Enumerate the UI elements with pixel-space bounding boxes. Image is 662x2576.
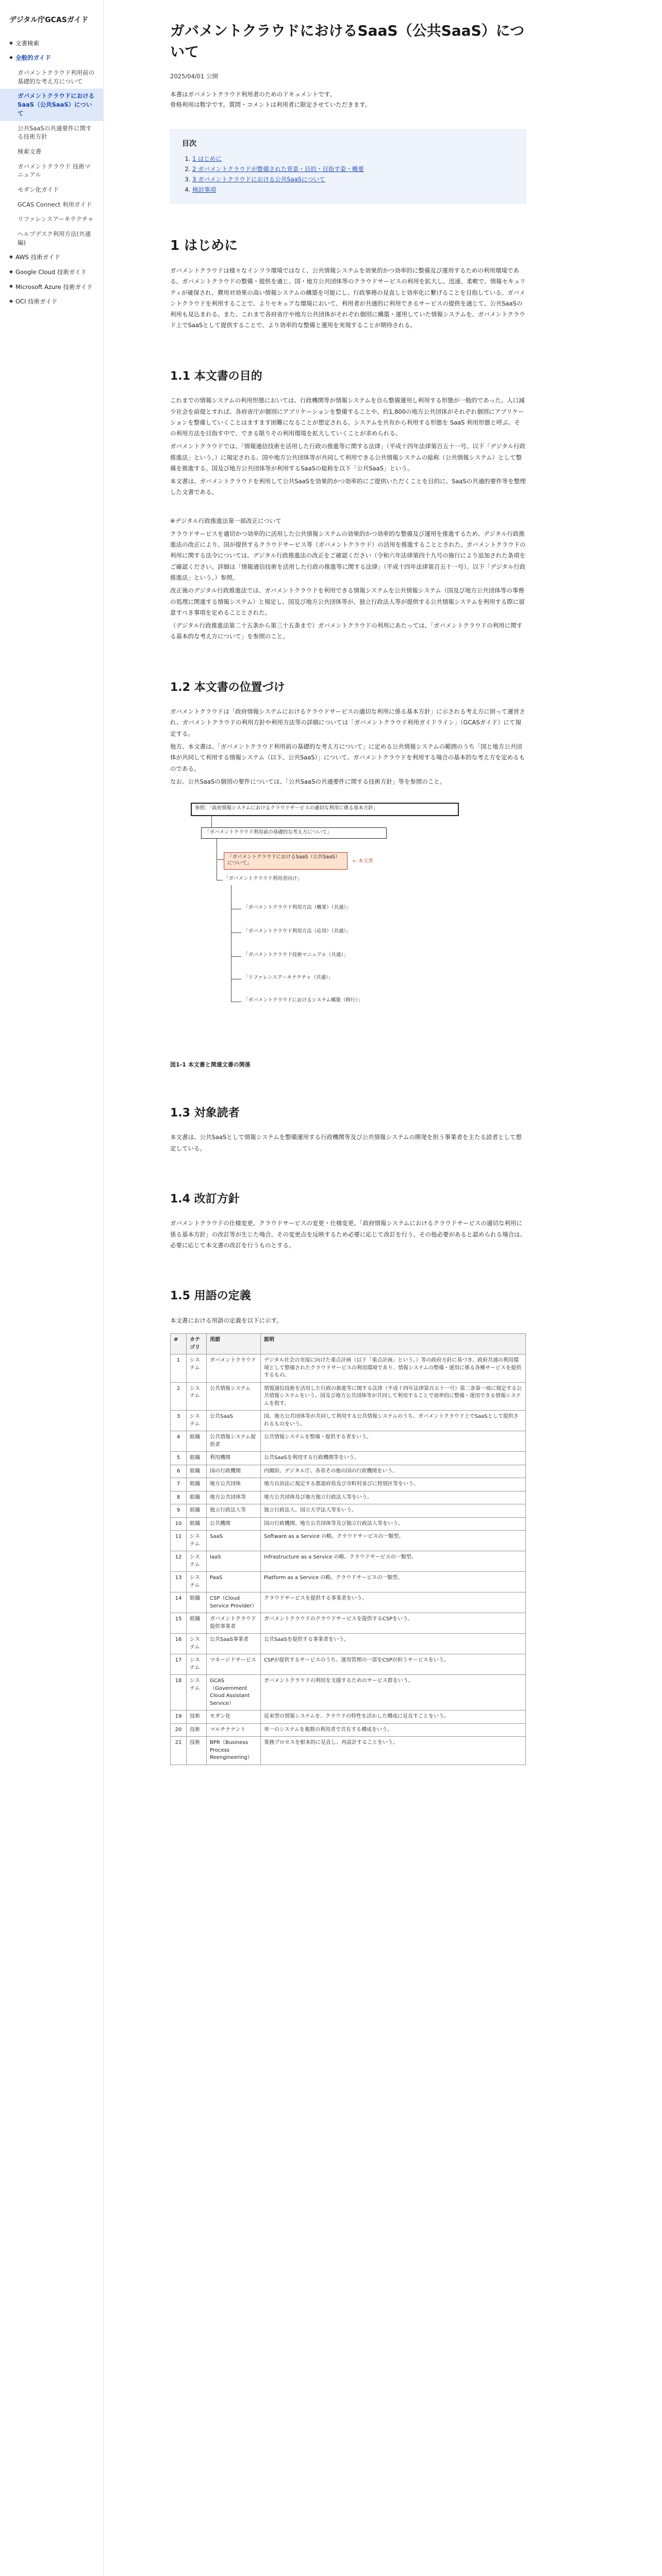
diagram-note-this-document: ← 本文書 <box>353 858 373 865</box>
sidebar-item-oci[interactable] <box>0 294 103 309</box>
diagram-node-users: 「ガバメントクラウド利用者向け」 <box>224 876 302 882</box>
row-description: 国、地方公共団体等が共同して利用する公共情報システムのうち、ガバメントクラウド上でSaaSとして提供されるものをいう。 <box>261 1411 526 1431</box>
table-row <box>171 1710 526 1724</box>
table-row <box>171 1354 526 1383</box>
row-category: 組織 <box>187 1452 207 1465</box>
diagram-box-this-document: 「ガバメントクラウドにおけるSaaS（公共SaaS）について」 <box>224 852 347 870</box>
caret-right-icon: ◆ <box>9 284 13 290</box>
diagram-box-basic-concepts: 「ガバメントクラウド利用前の基礎的な考え方について」 <box>201 827 387 839</box>
page-title: ガバメントクラウドにおけるSaaS（公共SaaS）について <box>170 22 525 60</box>
column-header: カテゴリ <box>187 1334 207 1354</box>
row-category: システム <box>187 1354 207 1383</box>
row-number: 7 <box>171 1478 187 1492</box>
table-row <box>171 1737 526 1765</box>
row-description: 公共SaaSを利用する行政機関等をいう。 <box>261 1452 526 1465</box>
sidebar-item-label: ガバメントクラウドにおけるSaaS（公共SaaS）について <box>18 92 95 117</box>
row-category: システム <box>187 1551 207 1572</box>
table-row <box>171 1531 526 1551</box>
diagram-node-child: 「リファレンスアーキテクチャ（共通）」 <box>243 975 334 981</box>
paragraph: ガバメントクラウドの仕様変更、クラウドサービスの変更・仕様変更、「政府情報システムにおけるクラウドサービスの適切な利用に係る基本方針」の改訂等が生じた場合、その変更点を反映するため必要に応じて改訂を行う。その他必要があると認められる場合は、必要に応じて本文書の改訂を行うものとする。 <box>170 1219 526 1249</box>
sidebar-item-label: Google Cloud 技術ガイド <box>15 268 87 276</box>
row-category: 組織 <box>187 1465 207 1478</box>
paragraph: ※デジタル行政推進法第一部改正について <box>170 517 282 524</box>
row-term: 利用機関 <box>207 1452 261 1465</box>
row-description: デジタル社会の実現に向けた重点計画（以下「重点計画」という。）等の政府方針に基づき、政府共通の利用環境として整備されたクラウドサービスの利用環境であり、情報システムの整備・運用に係る各種サービスを提供するもの。 <box>261 1354 526 1383</box>
intro-line: 骨格利用は数字です。質問・コメントは利用者に限定させていただきます。 <box>170 100 371 108</box>
table-row <box>171 1517 526 1531</box>
paragraph: 他方、本文書は、「ガバメントクラウド利用前の基礎的な考え方について」に定める公共情報システムの範囲のうち「国と地方公共団体が共同して利用する情報システム（以下、公共SaaS）」について、ガバメントクラウドを利用する場合の基本的な考え方を定めるものである。 <box>170 742 525 772</box>
table-row <box>171 1572 526 1592</box>
diagram-node-child: 「ガバメントクラウド技術マニュアル（共通）」 <box>243 952 349 958</box>
row-number: 20 <box>171 1723 187 1737</box>
definitions-table <box>170 1333 526 1765</box>
diagram-node-child: 「ガバメントクラウド利用方法（応用）（共通）」 <box>243 928 351 935</box>
paragraph: これまでの情報システムの利用形態においては、行政機関等が情報システムを自ら整備運用し利用する形態が一般的であった。人口減少社会を前提とすれば、各府省庁が個別にアプリケーションを整備することや、約1,800の地方公共団体がそれぞれ個別にアプリケーションを整備していくことはますます困難になることが想定される。システムを共有から利用する形態を SaaS 利用形態と呼ぶ。その利用方法を目指す中で、できる限りその利用環境を拡大していくことが求められる。 <box>170 397 525 437</box>
toc-link[interactable]: 2 ガバメントクラウドが整備された背景・目的・目指す姿・概要 <box>192 165 364 173</box>
row-number: 19 <box>171 1710 187 1724</box>
toc-list <box>182 154 514 195</box>
table-header-row <box>171 1334 526 1354</box>
table-row <box>171 1491 526 1504</box>
row-number: 12 <box>171 1551 187 1572</box>
sidebar-item-label: ガバメントクラウド利用前の基礎的な考え方について <box>18 69 95 85</box>
row-number: 5 <box>171 1452 187 1465</box>
sidebar-title[interactable]: デジタル庁GCASガイド <box>9 16 89 24</box>
sidebar-item-basic-concepts[interactable] <box>0 65 103 89</box>
row-description: 国の行政機関、地方公共団体等及び独立行政法人等をいう。 <box>261 1517 526 1531</box>
sidebar-item-public-saas[interactable] <box>0 89 103 121</box>
row-description: 独立行政法人、国立大学法人等をいう。 <box>261 1504 526 1518</box>
section-heading: 1.5 用語の定義 <box>170 1290 251 1303</box>
row-term: ガバメントクラウド提供事業者 <box>207 1613 261 1634</box>
table-row <box>171 1382 526 1411</box>
paragraph: ガバメントクラウドは様々なインフラ環境ではなく、公共情報システムを効果的かつ効率的に整備及び運用するための利用環境である。ガバメントクラウドの整備・提供を通じ、国・地方公共団体等のクラウドサービスの利用を拡大し、迅速、柔軟で、情報セキュリティが確保され、費用対効果の高い情報システムの構築を可能にし、行政事務の見直しと効率化に繋げることを目指している。ガバメントクラウドを利用することで、よりセキュアな環境において、利用者が共通的に利用できるサービスの提供を通じて、公共SaaSの利用も見込まれる。また、これまで各府省庁や地方公共団体がそれぞれ個別に構築・運用していた情報システムを、ガバメントクラウド上でSaaSとして提供することで、より効率的な整備と運用を実現することが期待される。 <box>170 267 526 329</box>
column-header: 用語 <box>207 1334 261 1354</box>
sidebar-item-modernization[interactable] <box>0 182 103 197</box>
row-number: 21 <box>171 1737 187 1765</box>
sidebar-item-general-guide[interactable] <box>0 50 103 65</box>
caret-right-icon: ◆ <box>9 299 13 304</box>
caret-right-icon: ◆ <box>9 40 13 46</box>
row-category: 技術 <box>187 1737 207 1765</box>
row-term: 公共SaaS <box>207 1411 261 1431</box>
main-content <box>103 0 662 2576</box>
row-term: 地方公共団体 <box>207 1478 261 1492</box>
row-number: 13 <box>171 1572 187 1592</box>
row-category: 技術 <box>187 1710 207 1724</box>
paragraph: ガバメントクラウドは「政府情報システムにおけるクラウドサービスの適切な利用に係る基本方針」に示される考え方に則って運営され、ガバメントクラウドの利用方針や利用方法等の詳細については「ガバメントクラウド利用ガイドライン」（GCASガイド）にて規定する。 <box>170 708 525 737</box>
row-term: マルチテナント <box>207 1723 261 1737</box>
row-number: 6 <box>171 1465 187 1478</box>
sidebar-item-label: 文書検索 <box>15 39 39 47</box>
sidebar-item-label: モダン化ガイド <box>18 185 59 193</box>
row-category: システム <box>187 1572 207 1592</box>
diagram-node-child: 「ガバメントクラウドにおけるシステム構築（移行）」 <box>243 997 363 1004</box>
column-header: 説明 <box>261 1334 526 1354</box>
row-description: CSPが提供するサービスのうち、運用管理の一部をCSPが担うサービスをいう。 <box>261 1654 526 1675</box>
row-category: 組織 <box>187 1592 207 1613</box>
row-term: CSP（Cloud Service Provider） <box>207 1592 261 1613</box>
toc-heading: 目次 <box>182 139 196 148</box>
paragraph: なお、公共SaaSの個別の要件については、「公共SaaSの共通要件に関する技術方針」等を参照のこと。 <box>170 777 446 785</box>
toc-item <box>192 184 514 195</box>
row-term: 国の行政機関 <box>207 1465 261 1478</box>
row-category: システム <box>187 1531 207 1551</box>
table-row <box>171 1675 526 1710</box>
publish-date: 2025/04/01 公開 <box>170 73 218 80</box>
row-term: モダン化 <box>207 1710 261 1724</box>
definitions-table-body <box>171 1354 526 1765</box>
row-term: マネージドサービス <box>207 1654 261 1675</box>
row-description: 情報通信技術を活用した行政の推進等に関する法律（平成十四年法律第百五十一号）第二条第一項に規定する公共情報システムをいう。国及び地方公共団体等が共同して利用することで効率的に整備・運用できる情報システムを指す。 <box>261 1382 526 1411</box>
row-category: 組織 <box>187 1517 207 1531</box>
sidebar-item-label: ガバメントクラウド 技術マニュアル <box>18 162 91 179</box>
row-number: 9 <box>171 1504 187 1518</box>
row-category: システム <box>187 1675 207 1710</box>
paragraph: 本文書は、ガバメントクラウドを利用して公共SaaSを効果的かつ効率的にご提供いただくことを目的に、SaaSの共通的要件等を整理した文書である。 <box>170 478 526 496</box>
table-row <box>171 1431 526 1452</box>
sidebar-item-reference-arch[interactable] <box>0 212 103 227</box>
toc-link[interactable]: 検討事項 <box>192 186 216 194</box>
intro <box>170 89 526 110</box>
section-heading: 1.1 本文書の目的 <box>170 369 262 383</box>
table-row <box>171 1478 526 1492</box>
row-description: ガバメントクラウドのクラウドサービスを提供するCSPをいう。 <box>261 1613 526 1634</box>
sidebar-item-label: OCI 技術ガイド <box>15 298 58 306</box>
sidebar-item-gcas-connect[interactable] <box>0 197 103 212</box>
sidebar-item-label: 公共SaaSの共通要件に関する技術方針 <box>18 124 92 141</box>
row-number: 8 <box>171 1491 187 1504</box>
row-description: 業務プロセスを根本的に見直し、再設計することをいう。 <box>261 1737 526 1765</box>
toc-item <box>192 164 514 174</box>
row-term: 独立行政法人等 <box>207 1504 261 1518</box>
table-row <box>171 1654 526 1675</box>
table-row <box>171 1551 526 1572</box>
table-row <box>171 1504 526 1518</box>
sidebar-item-label: GCAS Connect 利用ガイド <box>18 200 92 208</box>
row-category: システム <box>187 1411 207 1431</box>
row-category: システム <box>187 1634 207 1654</box>
row-category: システム <box>187 1654 207 1675</box>
section-heading: 1 はじめに <box>170 238 238 254</box>
row-description: 地方自治法に規定する都道府県及び市町村並びに特別区等をいう。 <box>261 1478 526 1492</box>
paragraph: 改正後のデジタル行政推進法では、ガバメントクラウドを利用できる情報システムを公共情報システム（国及び地方公共団体等の事務の処理に関連する情報システム）と規定し、国及び地方公共団体等が、独立行政法人等が提供する公共情報システムを利用する際に留意すべき事項を定めることとされた。 <box>170 587 525 616</box>
sidebar-nav <box>0 36 103 309</box>
row-number: 3 <box>171 1411 187 1431</box>
table-row <box>171 1465 526 1478</box>
sidebar-item-label: Microsoft Azure 技術ガイド <box>15 283 93 291</box>
sidebar-item-search[interactable] <box>0 36 103 51</box>
row-description: 地方公共団体及び地方独立行政法人等をいう。 <box>261 1491 526 1504</box>
paragraph: 本文書における用語の定義を以下に示す。 <box>170 1316 283 1324</box>
row-term: ガバメントクラウド <box>207 1354 261 1383</box>
sidebar-item-common-requirements[interactable] <box>0 121 103 144</box>
table-row <box>171 1411 526 1431</box>
section-heading: 1.2 本文書の位置づけ <box>170 681 285 694</box>
row-category: 組織 <box>187 1491 207 1504</box>
row-term: GCAS（Government Cloud Assistant Service） <box>207 1675 261 1710</box>
sidebar-item-aws[interactable] <box>0 250 103 265</box>
row-number: 2 <box>171 1382 187 1411</box>
row-category: 組織 <box>187 1431 207 1452</box>
section-heading: 1.4 改訂方針 <box>170 1192 240 1206</box>
row-description: 単一のシステムを複数の利用者で共有する構成をいう。 <box>261 1723 526 1737</box>
caret-right-icon: ◆ <box>9 255 13 260</box>
figure-caption: 図1-1 本文書と関連文書の関係 <box>170 1061 251 1069</box>
row-description: クラウドサービスを提供する事業者をいう。 <box>261 1592 526 1613</box>
sidebar-item-label: 全般的ガイド <box>15 54 51 62</box>
row-term: IaaS <box>207 1551 261 1572</box>
sidebar-item-helpdesk[interactable] <box>0 227 103 250</box>
intro-line: 本書はガバメントクラウド利用者のためのドキュメントです。 <box>170 90 336 98</box>
sidebar-item-google-cloud[interactable] <box>0 265 103 280</box>
row-number: 16 <box>171 1634 187 1654</box>
paragraph: （デジタル行政推進法第二十五条から第三十五条まで）ガバメントクラウドの利用にあたっては、「ガバメントクラウドの利用に関する基本的な考え方について」を参照のこと。 <box>170 622 523 640</box>
paragraph: 本文書は、公共SaaSとして情報システムを整備運用する行政機関等及び公共情報システムの開発を担う事業者を主たる読者として想定している。 <box>170 1133 522 1152</box>
table-row <box>171 1592 526 1613</box>
toc-link[interactable]: 1 はじめに <box>192 155 222 162</box>
sidebar-item-label: AWS 技術ガイド <box>15 253 60 261</box>
table-row <box>171 1613 526 1634</box>
sidebar <box>0 0 104 2576</box>
row-term: 公共SaaS事業者 <box>207 1634 261 1654</box>
sidebar-item-azure[interactable] <box>0 280 103 295</box>
row-number: 17 <box>171 1654 187 1675</box>
article <box>170 0 526 1765</box>
sidebar-item-search-docs[interactable] <box>0 144 103 159</box>
row-category: 組織 <box>187 1478 207 1492</box>
row-term: 公共情報システム提供者 <box>207 1431 261 1452</box>
row-term: 地方公共団体等 <box>207 1491 261 1504</box>
row-term: BPR（Business Process Reengineering） <box>207 1737 261 1765</box>
diagram-box-policy: 参照：「政府情報システムにおけるクラウドサービスの適切な利用に係る基本方針」 <box>191 803 459 816</box>
row-number: 11 <box>171 1531 187 1551</box>
row-description: 内閣府、デジタル庁、各省その他の国の行政機関をいう。 <box>261 1465 526 1478</box>
paragraph: ガバメントクラウドでは、「情報通信技術を活用した行政の推進等に関する法律」（平成十四年法律第百五十一号。以下「デジタル行政推進法」という。）に規定される、国や地方公共団体等が共同して利用できる公共情報システムの総称（公共情報システム）として整備を推進する。国及び地方公共団体等が利用するSaaSの総称を以下「公共SaaS」という。 <box>170 443 526 472</box>
paragraph: クラウドサービスを適切かつ効率的に活用した公共情報システムの効果的かつ効率的な整備及び運用を推進するため、デジタル行政推進法の改正により、国が提供するクラウドサービス等（ガバメントクラウド）の活用を推進することとされた。ガバメントクラウドの利用に関する法令については、デジタル行政推進法の改正をご確認ください（令和六年法律第四十九号の施行により追加された条項をご確認ください。詳細は「情報通信技術を活用した行政の推進等に関する法律」（平成十四年法律第百五十一号）。以下「デジタル行政推進法」という。）参照。 <box>170 530 526 581</box>
row-number: 18 <box>171 1675 187 1710</box>
toc-item <box>192 174 514 184</box>
row-number: 15 <box>171 1613 187 1634</box>
table-row <box>171 1634 526 1654</box>
row-number: 1 <box>171 1354 187 1383</box>
sidebar-item-label: リファレンスアーキテクチャ <box>18 215 94 223</box>
row-number: 14 <box>171 1592 187 1613</box>
row-term: 公共機関 <box>207 1517 261 1531</box>
toc-link[interactable]: 3 ガバメントクラウドにおける公共SaaSについて <box>192 176 325 183</box>
row-description: 公共情報システムを整備・提供する者をいう。 <box>261 1431 526 1452</box>
row-description: Software as a Service の略。クラウドサービスの一類型。 <box>261 1531 526 1551</box>
diagram-node-child: 「ガバメントクラウド利用方法（概要）（共通）」 <box>243 905 351 911</box>
table-row <box>171 1723 526 1737</box>
row-term: PaaS <box>207 1572 261 1592</box>
sidebar-item-label: 検索文書 <box>18 147 41 155</box>
row-number: 10 <box>171 1517 187 1531</box>
row-description: Platform as a Service の略。クラウドサービスの一類型。 <box>261 1572 526 1592</box>
relationship-diagram <box>170 798 526 1055</box>
sidebar-item-tech-manual[interactable] <box>0 159 103 182</box>
toc-item <box>192 154 514 164</box>
row-category: 組織 <box>187 1613 207 1634</box>
row-category: 技術 <box>187 1723 207 1737</box>
sidebar-item-label: ヘルプデスク利用方法(共通編) <box>18 230 91 246</box>
caret-right-icon: ◆ <box>9 269 13 275</box>
row-number: 4 <box>171 1431 187 1452</box>
caret-down-icon: ◆ <box>9 55 13 61</box>
row-term: SaaS <box>207 1531 261 1551</box>
row-description: 公共SaaSを提供する事業者をいう。 <box>261 1634 526 1654</box>
row-category: システム <box>187 1382 207 1411</box>
row-term: 公共情報システム <box>207 1382 261 1411</box>
row-category: 組織 <box>187 1504 207 1518</box>
row-description: Infrastructure as a Service の略。クラウドサービスの一類型。 <box>261 1551 526 1572</box>
section-heading: 1.3 対象読者 <box>170 1106 240 1120</box>
row-description: 従来型の情報システムを、クラウドの特性を活かした構成に見直すことをいう。 <box>261 1710 526 1724</box>
column-header: # <box>171 1334 187 1354</box>
table-row <box>171 1452 526 1465</box>
row-description: ガバメントクラウドの利用を支援するためのサービス群をいう。 <box>261 1675 526 1710</box>
table-of-contents <box>170 129 526 204</box>
